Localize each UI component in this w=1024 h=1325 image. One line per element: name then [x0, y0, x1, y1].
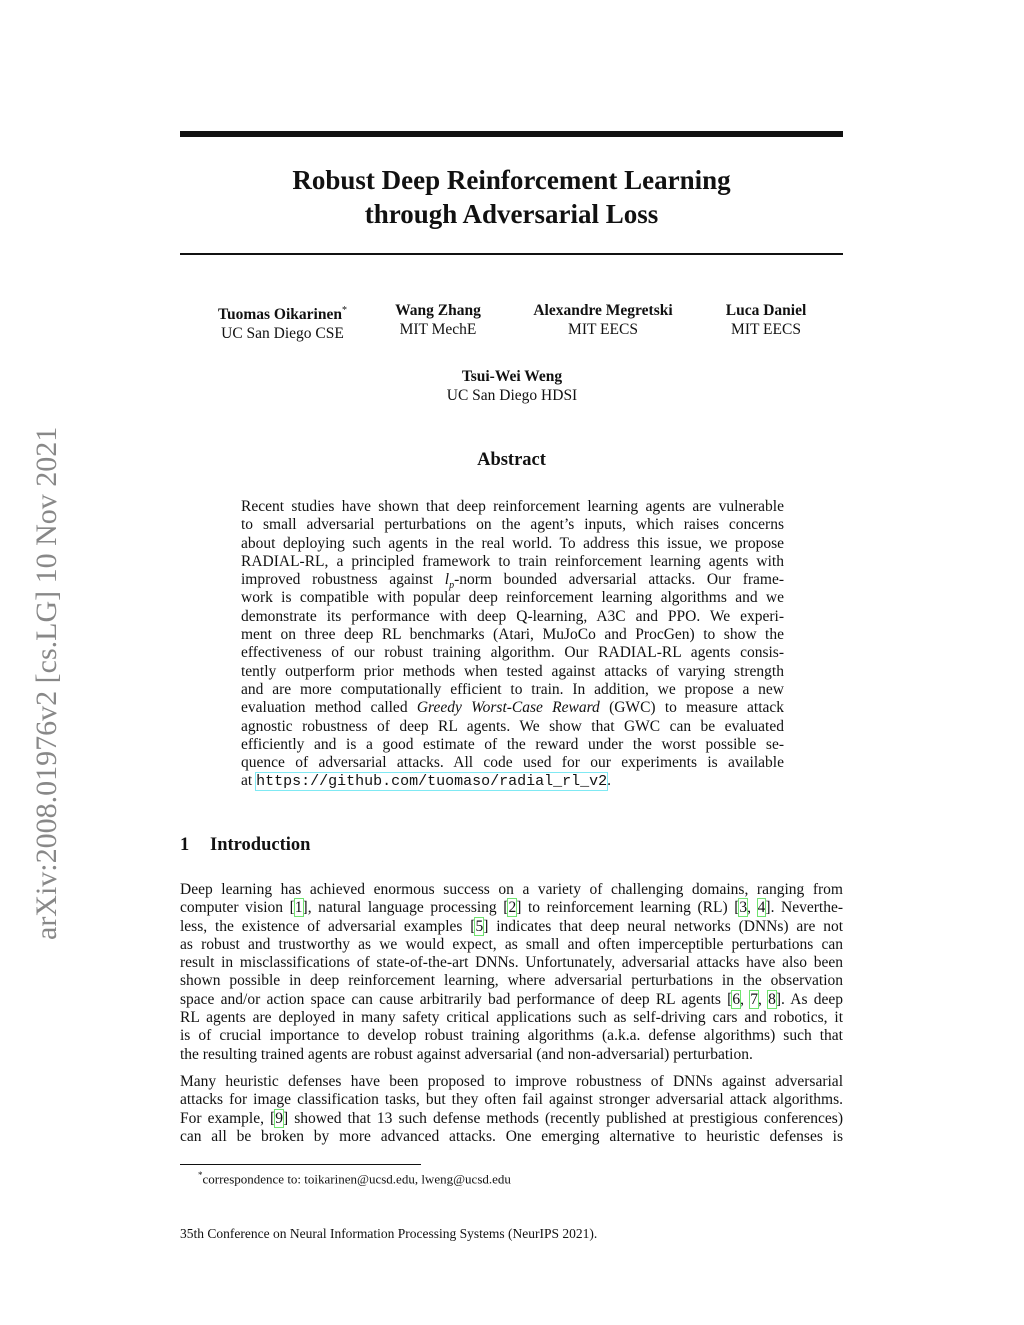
- author-name: Tuomas Oikarinen: [218, 306, 342, 324]
- citation-link[interactable]: 9: [275, 1109, 283, 1127]
- section-heading-introduction: [180, 835, 310, 856]
- title-line-2: through Adversarial Loss: [364, 199, 659, 229]
- footnote-rule: [180, 1164, 421, 1165]
- author-affiliation: MIT EECS: [731, 321, 801, 338]
- author-affiliation: MIT MechE: [399, 321, 477, 338]
- abstract-line: work is compatible with popular deep reinforcement learning algorithms and we: [241, 589, 784, 607]
- abstract-line: improved robustness against $l_p$-norm bounded adversarial attacks. Our frame-: [241, 571, 784, 592]
- abstract-body: [241, 498, 784, 791]
- citation-link[interactable]: 6: [732, 990, 741, 1008]
- author-block-4: [706, 301, 826, 339]
- author-footnote-mark: *: [341, 305, 347, 316]
- citation-link[interactable]: 1: [294, 899, 303, 917]
- title-top-rule: [180, 131, 843, 137]
- author-name: Tsui-Wei Weng: [461, 368, 563, 385]
- body-line: shown possible in deep reinforcement learning, where adversarial perturbations in the observation: [180, 972, 843, 990]
- author-name: Wang Zhang: [395, 302, 481, 319]
- body-line: space and/or action space can cause arbitrarily bad performance of deep RL agents [6, 7, 8]. As deep: [180, 990, 844, 1008]
- abstract-line: demonstrate its performance with deep Q-learning, A3C and PPO. We experi-: [241, 607, 784, 625]
- abstract-line: about deploying such agents in the real world. To address this issue, we propose: [241, 534, 784, 552]
- footnote-text: correspondence to: toikarinen@ucsd.edu, lweng@ucsd.edu: [202, 1171, 511, 1187]
- title-line-1: Robust Deep Reinforcement Learning: [292, 165, 731, 195]
- arxiv-identifier: arXiv:2008.01976v2 [cs.LG] 10 Nov 2021: [30, 426, 63, 940]
- citation-link[interactable]: 5: [475, 917, 484, 935]
- citation-link[interactable]: 7: [750, 990, 758, 1008]
- citation-link[interactable]: 4: [757, 899, 766, 917]
- body-line: less, the existence of adversarial examples [5] indicates that deep neural networks (DNNs) are not: [180, 917, 844, 935]
- citation-link[interactable]: 3: [739, 899, 748, 917]
- abstract-line: efficiently and is a good estimate of the reward under the worst possible se-: [241, 735, 784, 753]
- abstract-line: evaluation method called Greedy Worst-Case Reward (GWC) to measure attack: [241, 699, 785, 717]
- intro-paragraph-1: [180, 881, 843, 1064]
- author-block-3: [518, 301, 688, 339]
- author-name: Alexandre Megretski: [533, 302, 673, 319]
- body-line: can all be broken by more advanced attacks. One emerging alternative to heuristic defenses is: [180, 1127, 843, 1145]
- abstract-line: quence of adversarial attacks. All code used for our experiments is available: [241, 754, 784, 772]
- section-title: Introduction: [210, 835, 311, 855]
- footnote: [198, 1170, 511, 1187]
- author-affiliation: UC San Diego CSE: [221, 325, 344, 343]
- author-affiliation: UC San Diego HDSI: [446, 387, 578, 404]
- abstract-line: agnostic robustness of deep RL agents. We show that GWC can be evaluated: [241, 717, 784, 735]
- title-bottom-rule: [180, 253, 843, 255]
- body-line: is of crucial importance to develop robust training algorithms (a.k.a. defense algorithms) such that: [180, 1027, 843, 1045]
- venue-note: 35th Conference on Neural Information Processing Systems (NeurIPS 2021).: [180, 1226, 598, 1241]
- method-name: Greedy Worst-Case Reward: [416, 699, 600, 717]
- abstract-line: ment on three deep RL benchmarks (Atari, MuJoCo and ProcGen) to show the: [241, 626, 784, 644]
- footnote-mark: *: [198, 1170, 203, 1180]
- body-line: Deep learning has achieved enormous success on a variety of challenging domains, ranging from: [180, 881, 843, 898]
- body-line: the resulting trained agents are robust against adversarial (and non-adversarial) perturbation.: [180, 1045, 753, 1063]
- author-name: Luca Daniel: [725, 302, 807, 319]
- abstract-line: and are more computationally efficient to train. In addition, we propose a new: [241, 680, 784, 698]
- body-line: computer vision [1], natural language processing [2] to reinforcement learning (RL) [3, 4]. Neverthe-: [180, 899, 844, 917]
- abstract-line: to small adversarial perturbations on the agent’s inputs, which raises concerns: [241, 516, 784, 534]
- body-line: RL agents are deployed in many safety critical applications such as self-driving cars and robotics, it: [180, 1009, 843, 1027]
- author-block-2: [378, 301, 498, 339]
- abstract-line: at https://github.com/tuomaso/radial_rl_v2.: [241, 772, 611, 791]
- body-line: result in misclassifications of state-of-the-art DNNs. Unfortunately, adversarial attacks have also been: [180, 954, 843, 972]
- intro-paragraph-2: [180, 1073, 843, 1146]
- paper-title: [180, 163, 843, 231]
- abstract-line: effectiveness of our robust training algorithm. Our RADIAL-RL agents consis-: [241, 644, 784, 662]
- author-affiliation: MIT EECS: [568, 321, 638, 338]
- abstract-heading: Abstract: [477, 450, 546, 470]
- code-repository-link[interactable]: https://github.com/tuomaso/radial_rl_v2: [256, 773, 608, 791]
- section-number: 1: [180, 835, 190, 855]
- citation-link[interactable]: 8: [768, 990, 776, 1008]
- author-block-1: [200, 301, 365, 343]
- citation-link[interactable]: 2: [508, 899, 517, 917]
- body-line: Many heuristic defenses have been proposed to improve robustness of DNNs against adversarial: [180, 1073, 843, 1090]
- body-line: attacks for image classification tasks, but they often fail against stronger adversarial attack algorithms.: [180, 1091, 843, 1109]
- body-line: as robust and trustworthy as we would expect, as small and often imperceptible perturbations can: [180, 935, 843, 953]
- lp-norm-symbol: $l_p$: [444, 571, 455, 592]
- abstract-line: tently outperform prior methods when tested against attacks of varying strength: [241, 662, 784, 680]
- author-block-5: [412, 367, 612, 405]
- body-line: For example, [9] showed that 13 such defense methods (recently published at prestigious conferences): [180, 1109, 843, 1127]
- abstract-line: RADIAL-RL, a principled framework to train reinforcement learning agents with: [241, 552, 784, 570]
- abstract-line: Recent studies have shown that deep reinforcement learning agents are vulnerable: [241, 498, 784, 515]
